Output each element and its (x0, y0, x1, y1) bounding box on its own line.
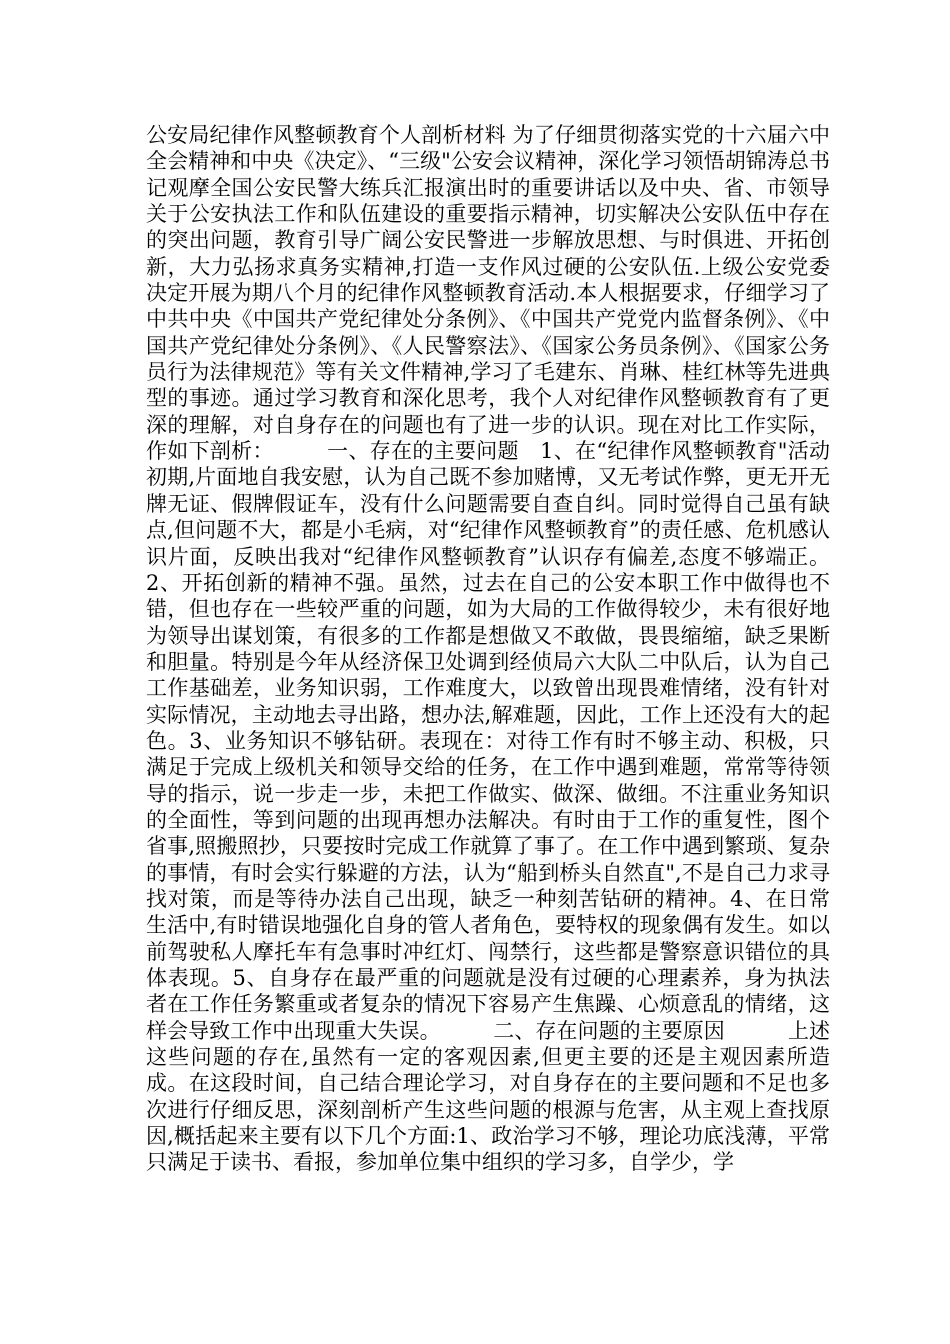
document-body-text: 公安局纪律作风整顿教育个人剖析材料 为了仔细贯彻落实党的十六届六中全会精神和中央《决定》、“三级"公安会议精神，深化学习领悟胡锦涛总书记观摩全国公安民警大练兵汇报演出时的重要讲话以及中央、省、市领导关于公安执法工作和队伍建设的重要指示精神，切实解决公安队伍中存在的突出问题，教育引导广阔公安民警进一步解放思想、与时俱进、开拓创新，大力弘扬求真务实精神,打造一支作风过硬的公安队伍.上级公安党委决定开展为期八个月的纪律作风整顿教育活动.本人根据要求，仔细学习了中共中央《中国共产党纪律处分条例》、《中国共产党党内监督条例》、《中国共产党纪律处分条例》、《人民警察法》、《国家公务员条例》、《国家公务员行为法律规范》等有关文件精神,学习了毛建东、肖琳、桂红林等先进典型的事迹。通过学习教育和深化思考，我个人对纪律作风整顿教育有了更深的理解，对自身存在的问题也有了进一步的认识。现在对比工作实际，作如下剖析： 一、存在的主要问题 1、在“纪律作风整顿教育"活动初期,片面地自我安慰，认为自己既不参加赌博，又无考试作弊，更无开无牌无证、假牌假证车，没有什么问题需要自查自纠。同时觉得自己虽有缺点,但问题不大，都是小毛病，对“纪律作风整顿教育”的责任感、危机感认识片面，反映出我对“纪律作风整顿教育”认识存有偏差,态度不够端正。2、开拓创新的精神不强。虽然，过去在自己的公安本职工作中做得也不错，但也存在一些较严重的问题，如为大局的工作做得较少，未有很好地为领导出谋划策，有很多的工作都是想做又不敢做，畏畏缩缩，缺乏果断和胆量。特别是今年从经济保卫处调到经侦局六大队二中队后，认为自己工作基础差，业务知识弱，工作难度大，以致曾出现畏难情绪，没有针对实际情况，主动地去寻出路，想办法,解难题，因此，工作上还没有大的起色。3、业务知识不够钻研。表现在：对待工作有时不够主动、积极，只满足于完成上级机关和领导交给的任务，在工作中遇到难题，常常等待领导的指示，说一步走一步，未把工作做实、做深、做细。不注重业务知识的全面性，等到问题的出现再想办法解决。有时由于工作的重复性，图个省事,照搬照抄，只要按时完成工作就算了事了。在工作中遇到繁琐、复杂的事情，有时会实行躲避的方法，认为“船到桥头自然直",不是自己力求寻找对策，而是等待办法自己出现，缺乏一种刻苦钻研的精神。4、在日常生活中,有时错误地强化自身的管人者角色，要特权的现象偶有发生。如以前驾驶私人摩托车有急事时冲红灯、闯禁行，这些都是警察意识错位的具体表现。5、自身存在最严重的问题就是没有过硬的心理素养，身为执法者在工作任务繁重或者复杂的情况下容易产生焦躁、心烦意乱的情绪，这样会导致工作中出现重大失误。 二、存在问题的主要原因 上述这些问题的存在,虽然有一定的客观因素,但更主要的还是主观因素所造成。在这段时间，自己结合理论学习，对自身存在的主要问题和不足也多次进行仔细反思，深刻剖析产生这些问题的根源与危害，从主观上查找原因,概括起来主要有以下几个方面:1、政治学习不够，理论功底浅薄，平常只满足于读书、看报，参加单位集中组织的学习多，自学少，学 (146, 123, 830, 1175)
